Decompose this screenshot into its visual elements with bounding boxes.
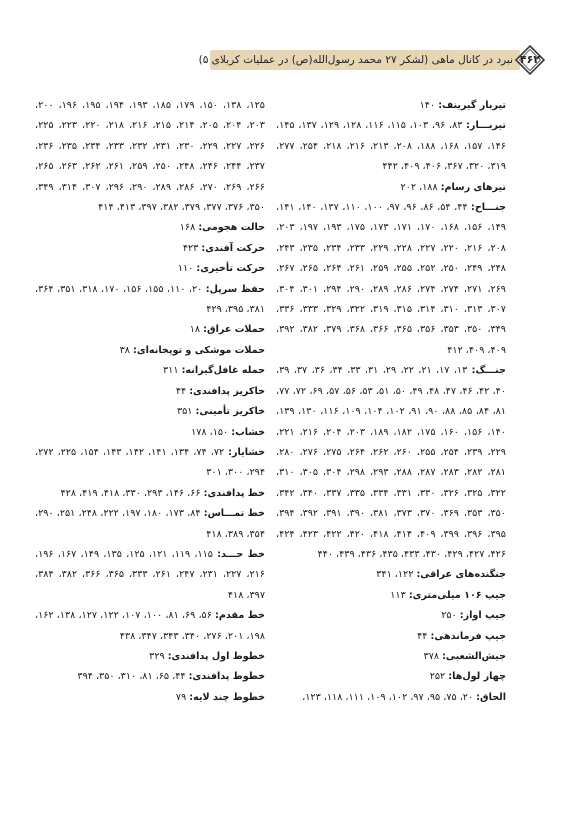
index-entry: [35, 382, 265, 402]
index-term: خطوط چند لایه:: [189, 691, 265, 703]
index-page-numbers: ۱۱۵، ۱۱۹، ۱۲۱، ۱۲۵، ۱۳۵، ۱۴۹، ۱۶۷، ۱۹۶، ۲۱۶، ۲۲۷، ۲۳۱، ۲۴۷، ۲۶۱، ۳۳۳، ۳۶۵، ۳۶۶، ۳۸۲، ۳۸۴، ۳۹۷، ۴۱۸: [35, 548, 265, 601]
index-term: حالت هجومی:: [198, 222, 265, 234]
index-term: جیش‌الشعبی:: [442, 650, 506, 662]
index-entry: [276, 565, 506, 585]
index-column-left: [35, 96, 265, 708]
index-page-numbers: ۷۹: [175, 691, 190, 703]
index-page-numbers: ۸۳، ۹۶، ۱۰۳، ۱۱۵، ۱۱۶، ۱۲۸، ۱۲۹، ۱۳۷، ۱۴۵، ۱۴۶، ۱۵۷، ۱۶۸، ۱۸۸، ۲۰۸، ۲۱۳، ۲۱۶، ۲۱۸، ۲۵۴، ۲۷۷، ۳۱۹، ۳۲۰، ۳۶۷، ۴۰۶، ۴۰۹، ۴۴۲: [276, 120, 506, 173]
index-entry: [276, 647, 506, 667]
index-page-numbers: ۷۲، ۷۴، ۱۳۴، ۱۴۱، ۱۴۲، ۱۴۳، ۱۵۴، ۲۲۵، ۲۷۲، ۲۹۴، ۳۰۰، ۳۰۱: [35, 446, 265, 479]
index-entry: [35, 402, 265, 422]
index-page-numbers: ۱۴۰: [419, 100, 439, 111]
index-entry: [35, 218, 265, 238]
index-page-numbers: ۴۲۳: [182, 242, 202, 254]
index-term: خشاب:: [231, 426, 265, 438]
index-entry: [276, 606, 506, 626]
index-term: حمله غافل‌گیرانه:: [181, 365, 265, 377]
page-number: ۴۶۲: [519, 53, 541, 66]
index-entry: [35, 423, 265, 443]
running-title: نبرد در کانال ماهی (لشکر ۲۷ محمد رسول‌الله(ص) در عملیات کربلای ۵): [198, 54, 513, 66]
index-term: خط حـــد:: [217, 548, 265, 560]
index-page-numbers: ۸۴، ۱۷۳، ۱۸۰، ۱۹۷، ۲۲۲، ۲۴۸، ۲۵۱، ۲۹۰، ۳۵۴، ۳۸۹، ۴۱۸: [35, 508, 265, 540]
index-entry: [35, 504, 265, 545]
index-entry: [35, 606, 265, 647]
index-term: الحاق:: [476, 691, 506, 703]
index-page-numbers: ۱۲۲، ۳۴۱: [376, 569, 417, 581]
index-term: تیربار گیرینف:: [438, 100, 506, 111]
index-page-numbers: ۲۰، ۱۱۰، ۱۵۵، ۱۵۶، ۱۷۰، ۳۱۸، ۳۵۱، ۳۶۴، ۳۸۱، ۳۹۵، ۴۲۹: [35, 283, 265, 316]
index-page-numbers: ۳۱۱: [163, 365, 182, 377]
index-term: حملات موشکی و توپخانه‌ای:: [132, 344, 265, 356]
index-term: خاکریز پدافندی:: [189, 385, 265, 397]
index-term: جیپ فرماندهی:: [430, 630, 506, 642]
index-page-numbers: ۴۴، ۶۵، ۸۱، ۳۱۰، ۳۵۰، ۳۹۴: [77, 671, 189, 683]
index-entry: [276, 116, 506, 177]
index-page-numbers: ۱۲۵، ۱۳۸، ۱۵۰، ۱۷۹، ۱۸۵، ۱۹۳، ۱۹۴، ۱۹۵، ۱۹۶، ۲۰۰، ۲۰۳، ۲۰۴، ۲۰۵، ۲۱۴، ۲۱۵، ۲۱۶، ۲۱۸، ۲۲۰، ۲۲۳، ۲۲۵، ۲۲۶، ۲۲۷، ۲۲۹، ۲۳۰، ۲۳۱، ۲۳۲، ۲۳۳، ۲۳۴، ۲۳۵، ۲۳۶، ۲۳۷، ۲۴۴، ۲۴۶، ۲۴۸، ۲۵۰، ۲۵۹، ۲۶۱، ۲۶۲، ۲۶۳، ۲۶۵، ۲۶۶، ۲۶۹، ۲۷۰، ۲۸۶، ۲۸۹، ۲۹۰، ۲۹۶، ۳۰۷، ۳۱۴، ۳۴۹، ۳۵۰، ۳۷۶، ۳۷۷، ۳۷۹، ۳۸۲، ۳۹۷، ۴۱۳، ۴۱۴: [35, 100, 265, 214]
index-term: خاکریز تأمینی:: [195, 406, 265, 418]
index-entry: [276, 667, 506, 687]
index-page-numbers: ۱۸: [189, 324, 204, 336]
index-term: جیپ ۱۰۶ میلی‌متری:: [408, 589, 506, 601]
index-term: حملات عراق:: [203, 324, 265, 336]
index-entry: [35, 545, 265, 606]
index-term: حفظ سرپل:: [205, 283, 265, 295]
index-entry: [35, 320, 265, 340]
index-page-numbers: ۱۸۸، ۲۰۲: [400, 181, 441, 193]
index-page-numbers: ۴۴: [175, 385, 190, 397]
index-term: خط پدافندی:: [203, 487, 265, 499]
index-entry: [276, 178, 506, 198]
index-term: خط مقدم:: [215, 610, 265, 622]
index-page-numbers: ۱۱۰: [177, 263, 197, 275]
page-header: [198, 44, 545, 74]
index-entry: [276, 198, 506, 361]
index-term: جنـــگ:: [471, 365, 506, 377]
index-term: حرکت تأخیری:: [196, 263, 265, 275]
index-term: خط تمـــاس:: [203, 508, 265, 520]
index-entry: [35, 443, 265, 484]
index-entry: [276, 627, 506, 647]
index-term: جنگنده‌های عراقی:: [416, 569, 506, 581]
index-entry: [35, 361, 265, 381]
index-term: جنـــاح:: [471, 202, 507, 214]
index-page-numbers: ۲۵۰: [441, 610, 460, 622]
index-entry: [276, 688, 506, 708]
index-term: خطوط اول پدافندی:: [167, 650, 265, 662]
index-page-numbers: ۳۲۹: [149, 650, 168, 662]
index-page-numbers: ۱۶۸: [179, 222, 199, 234]
index-page-numbers: ۴۴، ۵۴، ۸۶، ۹۶، ۹۷، ۱۰۰، ۱۱۰، ۱۳۷، ۱۴۰، ۱۴۱، ۱۴۹، ۱۵۶، ۱۶۸، ۱۷۰، ۱۷۱، ۱۷۳، ۱۷۵، ۱۹۳، ۱۹۷، ۲۰۳، ۲۰۸، ۲۱۶، ۲۲۰، ۲۲۷، ۲۲۸، ۲۲۹، ۲۳۳، ۲۳۴، ۲۳۵، ۲۴۳، ۲۴۸، ۲۴۹، ۲۵۰، ۲۵۲، ۲۵۵، ۲۵۹، ۲۶۱، ۲۶۴، ۲۶۵، ۲۶۷، ۲۶۹، ۲۷۱، ۲۷۴، ۲۷۴، ۲۸۶، ۲۸۹، ۲۹۰، ۲۹۴، ۳۰۱، ۳۰۴، ۳۰۷، ۳۱۳، ۳۱۰، ۳۱۴، ۳۱۵، ۳۱۹، ۳۲۲، ۳۲۹، ۳۳۳، ۳۳۶، ۳۴۹، ۳۵۰، ۳۵۳، ۳۵۶، ۳۶۵، ۳۶۶، ۳۶۸، ۳۷۹، ۳۸۲، ۳۹۲، ۴۰۹، ۴۰۹، ۴۱۲: [276, 202, 506, 356]
index-page-numbers: ۴۴: [417, 630, 431, 642]
index-page-numbers: ۳۷۸: [423, 650, 443, 662]
index-entry: [276, 96, 506, 116]
index-page-numbers: ۲۵۲: [429, 671, 449, 683]
index-page-numbers: ۲۰، ۷۵، ۹۵، ۹۷، ۱۰۲، ۱۰۹، ۱۱۱، ۱۱۸، ۱۲۳،: [302, 691, 477, 703]
index-page-numbers: ۶۶، ۱۴۶، ۲۹۳، ۳۳۰، ۴۱۸، ۴۱۹، ۴۲۸: [60, 487, 204, 499]
index-page-numbers: ۱۱۳: [390, 589, 409, 601]
page-number-badge: [515, 45, 545, 75]
index-page-numbers: ۳۵۱: [176, 406, 196, 418]
index-term: تیربـــار:: [466, 120, 506, 132]
index-entry: [35, 259, 265, 279]
index-entry: [35, 484, 265, 504]
index-entry: [35, 647, 265, 667]
index-entry: [276, 361, 506, 565]
index-entry: [35, 341, 265, 361]
index-page-numbers: ۱۵۰، ۱۷۸: [191, 426, 232, 438]
index-term: حرکت آفندی:: [201, 242, 265, 254]
index-term: جیپ اواز:: [459, 610, 506, 622]
index-page-numbers: ۵۶، ۶۹، ۸۱، ۱۰۰، ۱۰۷، ۱۲۲، ۱۲۷، ۱۳۸، ۱۶۲، ۱۹۸، ۲۰۱، ۲۷۶، ۳۴۰، ۳۴۳، ۳۴۷، ۴۳۸: [35, 610, 265, 642]
index-term: چهار لول‌ها:: [448, 671, 506, 683]
index-entry: [35, 239, 265, 259]
index-term: خطوط پدافندی:: [188, 671, 265, 683]
index-entry: [276, 586, 506, 606]
index-column-right: [276, 96, 506, 708]
index-entry: [35, 688, 265, 708]
index-entry: [35, 667, 265, 687]
index-term: تیرهای رسام:: [440, 181, 506, 193]
index-page-numbers: ۳۸: [119, 344, 133, 356]
index-entry: [35, 96, 265, 218]
index-page-numbers: ۱۳، ۱۷، ۲۱، ۲۲، ۲۹، ۳۱، ۳۳، ۳۴، ۳۶، ۳۷، ۳۹، ۴۰، ۴۲، ۴۶، ۴۷، ۴۸، ۴۹، ۵۰، ۵۱، ۵۳، ۵۶، ۵۷، ۶۹، ۷۲، ۷۷، ۸۱، ۸۴، ۸۵، ۸۸، ۹۰، ۹۱، ۱۰۲، ۱۰۴، ۱۰۹، ۱۱۶، ۱۳۰، ۱۳۹، ۱۴۰، ۱۵۶، ۱۶۰، ۱۷۵، ۱۸۲، ۱۸۹، ۲۰۳، ۲۰۴، ۲۱۶، ۲۲۱، ۲۲۹، ۲۳۹، ۲۵۴، ۲۵۵، ۲۶۰، ۲۶۲، ۲۶۴، ۲۷۵، ۲۷۶، ۲۸۰، ۲۸۱، ۲۸۲، ۲۸۳، ۲۸۷، ۲۸۸، ۲۹۳، ۲۹۸، ۳۰۴، ۳۰۵، ۳۱۰، ۳۲۲، ۳۲۵، ۳۲۶، ۳۳۰، ۳۳۱، ۳۳۴، ۳۳۵، ۳۳۷، ۳۴۰، ۳۴۲، ۳۵۰، ۳۵۳، ۳۶۹، ۳۷۰، ۳۷۳، ۳۸۱، ۳۹۰، ۳۹۱، ۳۹۲، ۳۹۴، ۳۹۵، ۳۹۶، ۳۹۹، ۴۰۹، ۴۱۴، ۴۱۸، ۴۲۰، ۴۲۲، ۴۲۳، ۴۲۴، ۴۲۶، ۴۲۷، ۴۲۹، ۴۳۰، ۴۳۳، ۴۳۵، ۴۳۶، ۴۳۹، ۴۴۰: [276, 365, 506, 560]
index-term: خشایار:: [228, 446, 266, 458]
index-entry: [35, 280, 265, 321]
